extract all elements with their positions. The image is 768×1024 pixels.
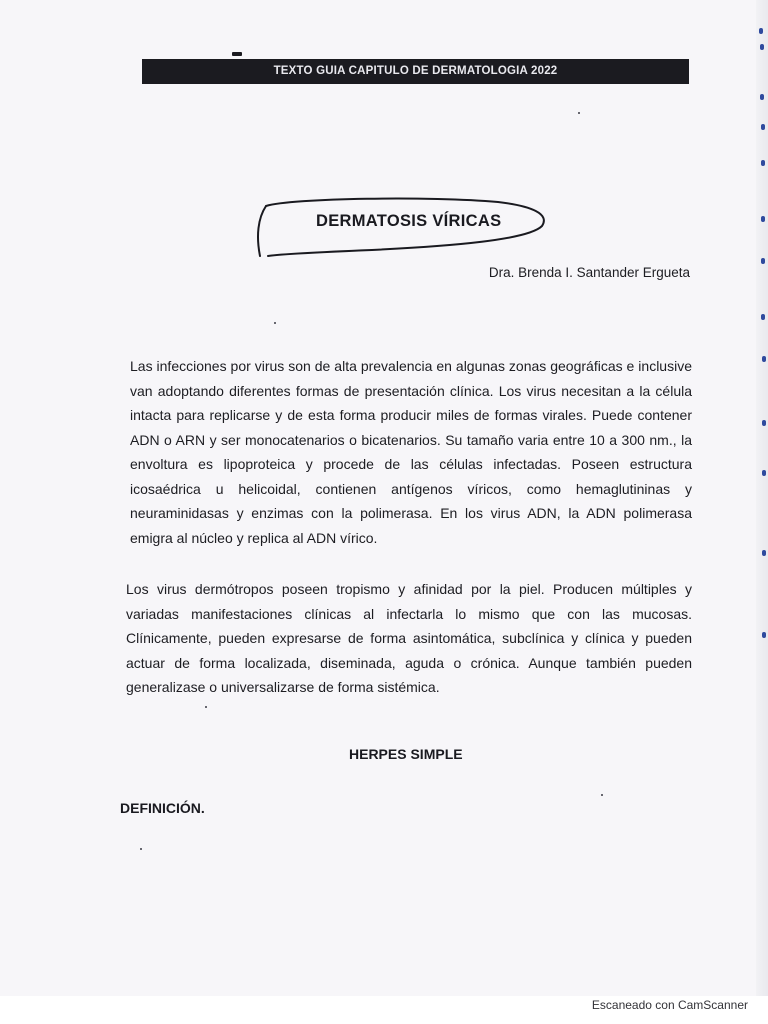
- body-paragraph-2: Los virus dermótropos poseen tropismo y afinidad por la piel. Producen múltiples y variadas manifestaciones clínicas al infectarla lo mismo que con las mucosas. Clínicamente, pueden expresarse de forma asintomática, subclínica y clínica y pueden actuar de forma localizada, diseminada, aguda o crónica. Aunque también pueden generalizase o universalizarse de forma sistémica.: [126, 581, 692, 695]
- document-title: DERMATOSIS VÍRICAS: [316, 212, 502, 230]
- edge-mark: [762, 632, 766, 638]
- scan-speck: [140, 848, 142, 850]
- edge-mark: [761, 216, 765, 222]
- header-bar: [142, 59, 689, 84]
- edge-mark: [762, 420, 766, 426]
- edge-mark: [761, 124, 765, 130]
- edge-mark: [762, 356, 766, 362]
- scan-speck: [578, 112, 580, 114]
- subsection-heading: DEFINICIÓN.: [120, 800, 205, 816]
- pen-mark: [232, 52, 242, 56]
- scan-speck: [205, 706, 207, 708]
- edge-mark: [761, 160, 765, 166]
- body-paragraph-1: Las infecciones por virus son de alta prevalencia en algunas zonas geográficas e inclusive van adoptando diferentes formas de presentación clínica. Los virus necesitan a la célula intacta para replicarse y de esta forma producir miles de formas virales. Puede contener ADN o ARN y ser monocatenarios o bicatenarios. Su tamaño varia entre 10 a 300 nm., la envoltura es lipoproteica y procede de las células infectadas. Poseen estructura icosaédrica u helicoidal, contienen antígenos víricos, como hemaglutininas y neuraminidasas y enzimas con la polimerasa. En los virus ADN, la ADN polimerasa emigra al núcleo y replica al ADN vírico.: [130, 358, 692, 546]
- header-bar-text: TEXTO GUIA CAPITULO DE DERMATOLOGIA 2022: [273, 65, 558, 77]
- edge-mark: [761, 258, 765, 264]
- edge-mark: [761, 314, 765, 320]
- scan-speck: [274, 322, 276, 324]
- edge-mark: [759, 28, 763, 34]
- edge-mark: [760, 44, 764, 50]
- author-name: Dra. Brenda I. Santander Ergueta: [488, 265, 690, 280]
- section-heading: HERPES SIMPLE: [349, 746, 463, 762]
- camscanner-watermark: Escaneado con CamScanner: [591, 998, 748, 1012]
- edge-mark: [762, 470, 766, 476]
- scan-speck: [601, 794, 603, 796]
- edge-mark: [762, 550, 766, 556]
- page-edge-shadow: [756, 0, 768, 996]
- edge-mark: [760, 94, 764, 100]
